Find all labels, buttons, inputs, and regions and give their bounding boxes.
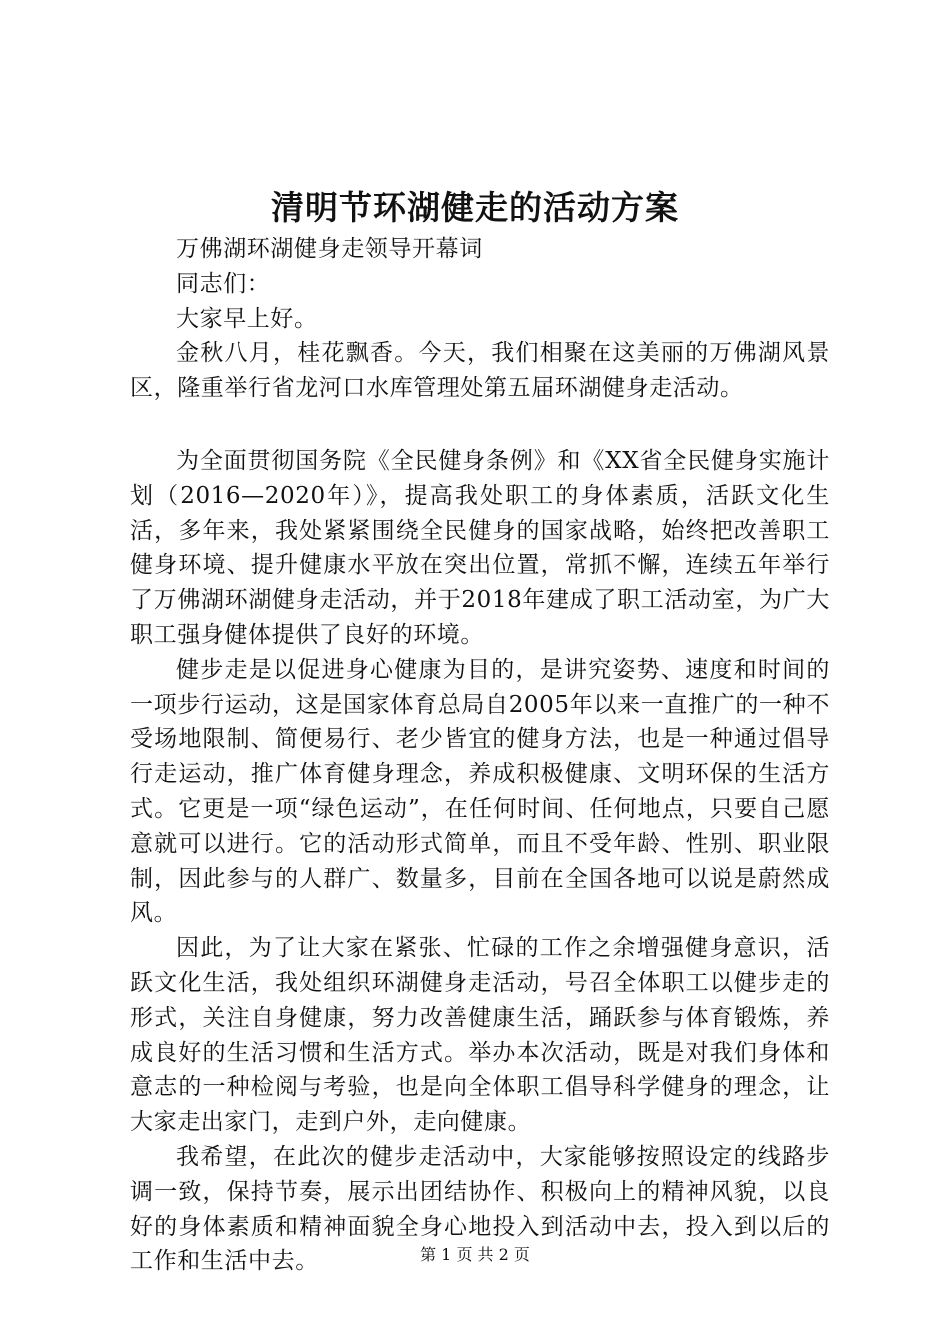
salutation: 同志们： — [176, 270, 271, 297]
purpose-paragraph: 因此，为了让大家在紧张、忙碌的工作之余增强健身意识，活跃文化生活，我处组织环湖健身走活动，号召全体职工以健步走的形式，关注自身健康，努力改善健康生活，踊跃参与体育锻炼，养成良好的生活习惯和生活方式。举办本次活动，既是对我们身体和意志的一种检阅与考验，也是向全体职工倡导科学健身的理念，让大家走出家门，走到户外，走向健康。 — [130, 935, 830, 1136]
speech-heading: 万佛湖环湖健身走领导开幕词 — [176, 236, 483, 262]
walking-intro-paragraph: 健步走是以促进身心健康为目的，是讲究姿势、速度和时间的一项步行运动，这是国家体育总局自2005年以来一直推广的一种不受场地限制、简便易行、老少皆宜的健身方法，也是一种通过倡导行走运动，推广体育健身理念，养成积极健康、文明环保的生活方式。它更是一项“绿色运动”，在任何时间、任何地点，只要自己愿意就可以进行。它的活动形式简单，而且不受年龄、性别、职业限制，因此参与的人群广、数量多，目前在全国各地可以说是蔚然成风。 — [130, 656, 830, 927]
page-number-footer: 第 1 页 共 2 页 — [420, 1245, 530, 1264]
paragraph-gap — [130, 406, 830, 444]
closing-paragraph: 我希望，在此次的健步走活动中，大家能够按照设定的线路步调一致，保持节奏，展示出团结协作、积极向上的精神风貌，以良好的身体素质和精神面貌全身心地投入到活动中去，投入到以后的工作和生活中去。 — [130, 1143, 830, 1275]
document-title: 清明节环湖健走的活动方案 — [271, 188, 679, 227]
opening-paragraph: 金秋八月，桂花飘香。今天，我们相聚在这美丽的万佛湖风景区，隆重举行省龙河口水库管理处第五届环湖健身走活动。 — [130, 340, 830, 402]
background-paragraph: 为全面贯彻国务院《全民健身条例》和《XX省全民健身实施计划（2016—2020年）》，提高我处职工的身体素质，活跃文化生活，多年来，我处紧紧围绕全民健身的国家战略，始终把改善职工健身环境、提升健康水平放在突出位置，常抓不懈，连续五年举行了万佛湖环湖健身走活动，并于2018年建成了职工活动室，为广大职工强身健体提供了良好的环境。 — [130, 447, 830, 648]
document-body — [130, 232, 830, 1279]
greeting: 大家早上好。 — [176, 305, 318, 332]
